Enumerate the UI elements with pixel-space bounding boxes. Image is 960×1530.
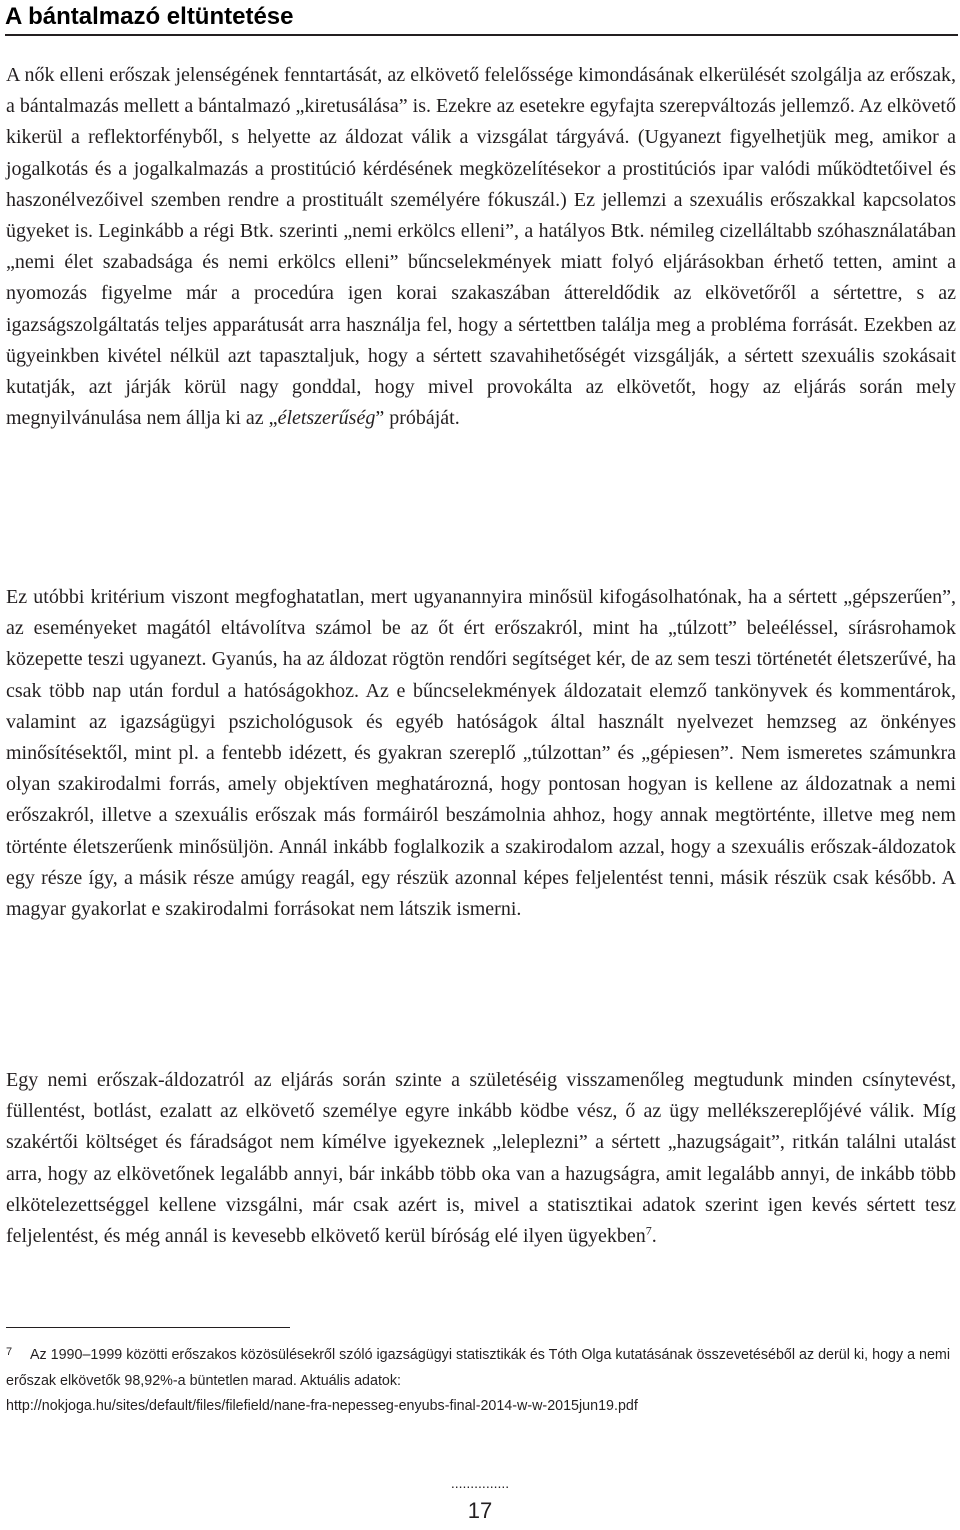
paragraph-1-text-b: ” próbáját. bbox=[375, 407, 460, 430]
footnote: 7 Az 1990–1999 közötti erőszakos közösülésekről szóló igazságügyi statisztikák és Tóth Olga kutatásának összevetéséből az derül ki, hogy a nemi erőszak elkövetők 98,92%-a büntetlen marad. Aktuális adatok: http://nokjoga.hu/sites/default/files/filefield/nane-fra-nepesseg-enyubs-final-2014-w-w-2015jun19.pdf bbox=[6, 1346, 951, 1414]
page-number: 17 bbox=[467, 1498, 493, 1523]
footnote-separator bbox=[6, 1327, 290, 1328]
footnote-text: Az 1990–1999 közötti erőszakos közösülésekről szóló igazságügyi statisztikák és Tóth Olga kutatásának összevetéséből az derül ki, hogy a nemi erőszak elkövetők 98,92%-a büntetlen marad. Aktuális adatok: bbox=[6, 1347, 951, 1389]
paragraph-1 bbox=[6, 60, 956, 434]
page-number-dots: ............... bbox=[450, 1475, 510, 1491]
heading-underline bbox=[5, 34, 958, 36]
paragraph-2: Ez utóbbi kritérium viszont megfoghatatlan, mert ugyanannyira minősül kifogásolhatónak, ha a sértett „gépszerűen”, az eseményeket magától eltávolítva számol be az őt ért erőszakról, mint ha „túlzott” beleéléssel, sírásrohamok közepette teszi ugyanezt. Gyanús, ha az áldozat rögtön rendőri segítséget kér, de az sem teszi történetét életszerűvé, ha csak több nap után fordul a hatóságokhoz. Az e bűncselekmények áldozatait elemző tankönyvek és kommentárok, valamint az igazságügyi pszichológusok és egyéb hatóságok által használt nyelvezet hemzseg az önkényes minősítésektől, mint pl. a fentebb idézett, és gyakran szereplő „túlzottan” és „gépiesen”. Nem ismeretes számunkra olyan szakirodalmi forrás, amely objektíven meghatározná, hogy pontosan hogyan is kellene az áldozatnak a nemi erőszakról, illetve a szexuális erőszak más formáiról beszámolnia ahhoz, hogy annak megtörténte, illetve meg nem történte életszerűenk minősüljön. Annál inkább foglalkozik a szakirodalom azzal, hogy a szexuális erőszak-áldozatok egy része így, a másik része amúgy reagál, egy részük azonnal képes feljelentést tenni, másik részük csak később. A magyar gyakorlat e szakirodalmi forrásokat nem látszik ismerni. bbox=[6, 586, 956, 921]
paragraph-1-emphasis: életszerűség bbox=[277, 407, 376, 430]
section-heading: A bántalmazó eltüntetése bbox=[5, 3, 294, 30]
paragraph-3-end: . bbox=[651, 1225, 657, 1248]
paragraph-3 bbox=[6, 1065, 956, 1252]
paragraph-3-text: Egy nemi erőszak-áldozatról az eljárás során szinte a születéséig visszamenőleg megtudunk minden csínytevést, füllentést, botlást, ezalatt az elkövető személye egyre inkább ködbe vész, ő az ügy mellékszereplőjévé válik. Míg szakértői költséget és fáradságot nem kímélve igyekeznek „leleplezni” a sértett „hazugságait”, ritkán találni utalást arra, hogy az elkövetőnek legalább annyi, bár inkább több oka van a hazugságra, amit legalább annyi, de inkább több elkötelezettséggel kellene vizsgálni, már csak azért is, mivel a statisztikai adatok szerint igen kevés sértett tesz feljelentést, és még annál is kevesebb elkövető kerül bíróság elé ilyen ügyekben bbox=[6, 1069, 956, 1248]
footnote-reference[interactable]: 7 bbox=[645, 1223, 652, 1238]
footnote-url[interactable]: http://nokjoga.hu/sites/default/files/filefield/nane-fra-nepesseg-enyubs-final-2014-w-w-2015jun19.pdf bbox=[6, 1398, 638, 1414]
page-footer bbox=[0, 1476, 960, 1524]
paragraph-1-text-a: A nők elleni erőszak jelenségének fenntartását, az elkövető felelőssége kimondásának elkerülését szolgálja az erőszak, a bántalmazás mellett a bántalmazó „kiretusálása” is. Ezekre az esetekre egyfajta szerepváltozás jellemző. Az elkövető kikerül a reflektorfényből, s helyette az áldozat válik a vizsgálat tárgyává. (Ugyanezt figyelhetjük meg, amikor a jogalkotás és a jogalkalmazás a prostitúció kérdésének megközelítésekor a prostitúciós ipar valódi működtetőivel és haszonélvezőivel szemben rendre a prostituált személyére fókuszál.) Ez jellemzi a szexuális erőszakkal kapcsolatos ügyeket is. Leginkább a régi Btk. szerinti „nemi erkölcs elleni”, a hatályos Btk. némileg cizelláltabb szóhasználatában „nemi élet szabadsága és nemi erkölcs elleni” bűncselekmények miatt folyó eljárásokban érhető tetten, amint a nyomozás figyelme már a procedúra igen korai szakaszában áttereldődik az elkövetőről a sértettre, s az igazságszolgáltatás teljes apparátusát arra használja fel, hogy a sértettben találja meg a probléma forrását. Ezekben az ügyeinkben kivétel nélkül azt tapasztaljuk, hogy a sértett szavahihetőségét vizsgálják, a sértett szexuális szokásait kutatják, azt járják körül nagy gonddal, hogy mivel provokálta az elkövetőt, hogy az eljárás során mely megnyilvánulása nem állja ki az „ bbox=[6, 64, 956, 430]
